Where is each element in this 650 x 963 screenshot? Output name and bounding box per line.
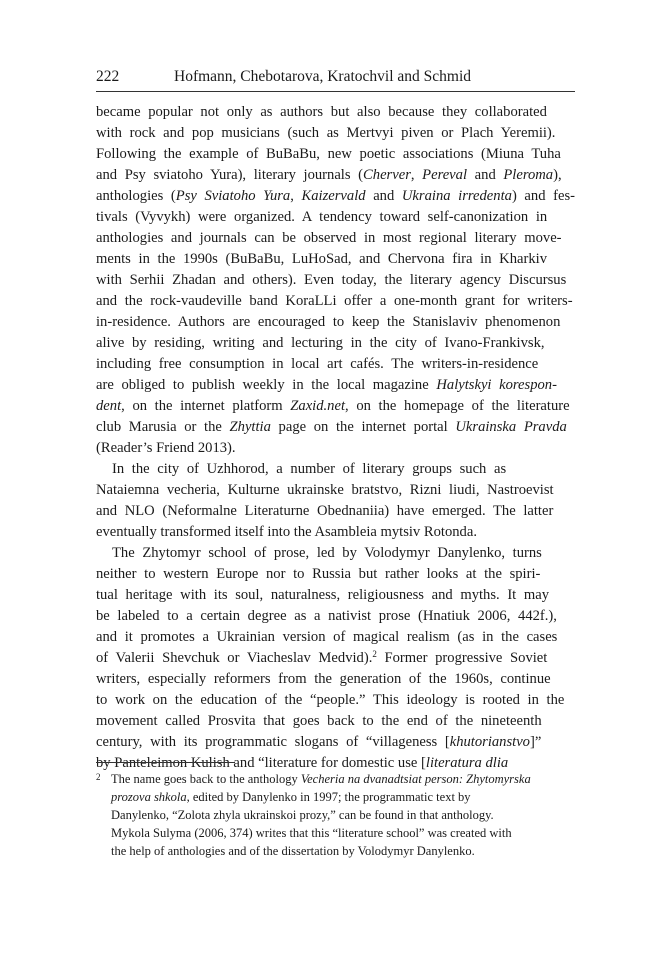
running-head-authors: Hofmann, Chebotarova, Kratochvil and Schmid (174, 68, 472, 85)
text-line: and NLO (Neformalne Literaturne Obednaniia) have emerged. The latter (96, 503, 554, 519)
footnote-line: Mykola Sulyma (2006, 374) writes that this “literature school” was created with (111, 826, 512, 840)
text-line: and Psy sviatoho Yura), literary journals (Cherver, Pereval and Pleroma), (96, 167, 562, 183)
text-line: anthologies (Psy Sviatoho Yura, Kaizervald and Ukraina irredenta) and fes- (96, 188, 575, 204)
text-line: tivals (Vyvykh) were organized. A tendency toward self-canonization in (96, 209, 548, 225)
footnote-marker: 2 (96, 772, 101, 782)
text-line: are obliged to publish weekly in the local magazine Halytskyi korespon- (96, 377, 557, 393)
text-line: be labeled to a certain degree as a nativist prose (Hnatiuk 2006, 442f.), (96, 608, 557, 624)
text-line: dent, on the internet platform Zaxid.net, on the homepage of the literature (96, 398, 570, 414)
text-line: of Valerii Shevchuk or Viacheslav Medvid).$^2$ Former progressive Soviet (96, 649, 548, 666)
footnote (96, 770, 575, 860)
text-line: century, with its programmatic slogans of “villageness [khutorianstvo]” (96, 734, 542, 750)
text-line: tual heritage with its soul, naturalness, religiousness and myths. It may (96, 587, 550, 603)
text-line: neither to western Europe nor to Russia but rather looks at the spiri- (96, 566, 541, 582)
text-line: Following the example of BuBaBu, new poetic associations (Miuna Tuha (96, 146, 561, 162)
text-line: became popular not only as authors but also because they collaborated (96, 104, 547, 120)
text-line: with rock and pop musicians (such as Mertvyi piven or Plach Yeremii). (96, 125, 556, 141)
footnote-line: the help of anthologies and of the dissertation by Volodymyr Danylenko. (111, 844, 475, 858)
text-line: anthologies and journals can be observed in most regional literary move- (96, 230, 562, 246)
text-line: to work on the education of the “people.” This ideology is rooted in the (96, 692, 565, 708)
text-line: including free consumption in local art cafés. The writers-in-residence (96, 356, 539, 372)
text-line: with Serhii Zhadan and others). Even today, the literary agency Discursus (96, 272, 567, 288)
text-line: and it promotes a Ukrainian version of magical realism (as in the cases (96, 629, 558, 645)
text-line: and the rock-vaudeville band KoraLLi offer a one-month grant for writers- (96, 293, 573, 309)
text-line: alive by residing, writing and lecturing in the city of Ivano-Frankivsk, (96, 335, 545, 351)
text-line: Nataiemna vecheria, Kulturne ukrainske bratstvo, Rizni liudi, Nastroevist (96, 482, 554, 498)
text-line: club Marusia or the Zhyttia page on the internet portal Ukrainska Pravda (96, 419, 567, 435)
text-line: ments in the 1990s (BuBaBu, LuHoSad, and Chervona fira in Kharkiv (96, 251, 547, 267)
text-line: in-residence. Authors are encouraged to keep the Stanislaviv phenomenon (96, 314, 561, 330)
text-line: movement called Prosvita that goes back to the end of the nineteenth (96, 713, 542, 729)
footnote-rule (96, 762, 235, 763)
page-number: 222 (96, 68, 120, 85)
text-line: (Reader’s Friend 2013). (96, 440, 236, 456)
text-line: The Zhytomyr school of prose, led by Volodymyr Danylenko, turns (112, 545, 542, 561)
footnote-line: 2 The name goes back to the anthology Vecheria na dvanadtsiat person: Zhytomyrska (96, 772, 531, 786)
running-header (96, 66, 575, 92)
body-text (96, 102, 575, 774)
text-line: In the city of Uzhhorod, a number of literary groups such as (112, 461, 507, 477)
text-line: by Panteleimon Kulish and “literature for domestic use [literatura dlia (96, 755, 509, 771)
footnote-line: Danylenko, “Zolota zhyla ukrainskoi prozy,” can be found in that anthology. (111, 808, 494, 822)
footnote-reference[interactable]: 2 (372, 649, 377, 659)
text-line: eventually transformed itself into the Asambleia mytsiv Rotonda. (96, 524, 477, 540)
footnote-line: prozova shkola, edited by Danylenko in 1997; the programmatic text by (111, 790, 471, 804)
text-line: writers, especially reformers from the generation of the 1960s, continue (96, 671, 551, 687)
header-rule (96, 91, 575, 92)
